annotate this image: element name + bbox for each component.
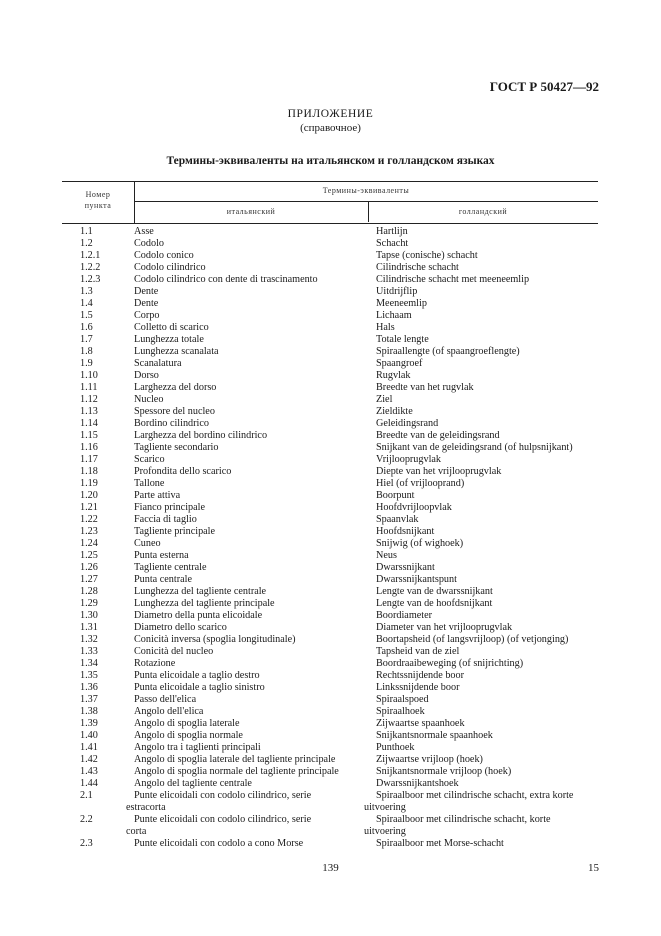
- table-row: [62, 358, 598, 370]
- dutch-term-continuation: uitvoering: [364, 826, 406, 837]
- italian-term: Lunghezza del tagliente centrale: [134, 586, 267, 597]
- table-row: [62, 730, 598, 742]
- table-row: [62, 790, 598, 814]
- table-row: [62, 526, 598, 538]
- italian-term: Angolo tra i taglienti principali: [134, 742, 261, 753]
- item-number: 1.38: [80, 706, 98, 717]
- dutch-term: Snijkant van de geleidingsrand (of hulpsnijkant): [376, 442, 573, 453]
- table-row: [62, 682, 598, 694]
- item-number: 1.14: [80, 418, 98, 429]
- table-row: [62, 322, 598, 334]
- item-number: 1.33: [80, 646, 98, 657]
- item-number: 1.9: [80, 358, 93, 369]
- italian-term: Scanalatura: [134, 358, 182, 369]
- italian-term: Parte attiva: [134, 490, 181, 501]
- dutch-term: Spiraalboor met cilindrische schacht, extra korte: [376, 790, 574, 801]
- item-number: 2.3: [80, 838, 93, 849]
- dutch-term: Breedte van het rugvlak: [376, 382, 474, 393]
- table-row: [62, 226, 598, 238]
- item-number: 1.21: [80, 502, 98, 513]
- item-number: 1.2.2: [80, 262, 101, 273]
- dutch-term: Boortapsheid (of langsvrijloop) (of vetjonging): [376, 634, 569, 645]
- table-row: [62, 274, 598, 286]
- italian-term: Punta esterna: [134, 550, 189, 561]
- table-row: [62, 550, 598, 562]
- italian-term: Diametro della punta elicoidale: [134, 610, 263, 621]
- table-row: [62, 514, 598, 526]
- dutch-term: Hals: [376, 322, 395, 333]
- table-row: [62, 418, 598, 430]
- italian-term: Dorso: [134, 370, 159, 381]
- item-number: 1.17: [80, 454, 98, 465]
- italian-term: Cuneo: [134, 538, 161, 549]
- italian-term: Nucleo: [134, 394, 164, 405]
- terms-table: [62, 226, 598, 850]
- italian-term: Punte elicoidali con codolo cilindrico, serie: [134, 814, 312, 825]
- italian-term: Asse: [134, 226, 154, 237]
- item-number: 1.1: [80, 226, 93, 237]
- dutch-term: Cilindrische schacht met meeneemlip: [376, 274, 530, 285]
- annex-title: ПРИЛОЖЕНИЕ: [287, 108, 374, 120]
- dutch-term: Meeneemlip: [376, 298, 427, 309]
- table-row: [62, 538, 598, 550]
- table-row: [62, 766, 598, 778]
- italian-term: Lunghezza scanalata: [134, 346, 219, 357]
- dutch-term: Spiraalspoed: [376, 694, 429, 705]
- item-number: 1.5: [80, 310, 93, 321]
- italian-term: Fianco principale: [134, 502, 206, 513]
- dutch-term: Lengte van de dwarssnijkant: [376, 586, 493, 597]
- table-row: [62, 778, 598, 790]
- item-number: 1.30: [80, 610, 98, 621]
- italian-term: Codolo cilindrico con dente di trascinamento: [134, 274, 318, 285]
- table-row: [62, 454, 598, 466]
- dutch-term: Spiraalhoek: [376, 706, 425, 717]
- item-number: 1.18: [80, 466, 98, 477]
- table-row: [62, 718, 598, 730]
- item-number: 1.32: [80, 634, 98, 645]
- italian-term: Punta elicoidale a taglio sinistro: [134, 682, 265, 693]
- italian-term: Tagliente centrale: [134, 562, 207, 573]
- italian-term: Tagliente principale: [134, 526, 216, 537]
- italian-term: Punte elicoidali con codolo a cono Morse: [134, 838, 304, 849]
- dutch-term: Hiel (of vrijlooprand): [376, 478, 465, 489]
- table-row: [62, 694, 598, 706]
- sheet-number: 15: [588, 862, 599, 874]
- italian-term: Dente: [134, 286, 159, 297]
- item-number: 1.4: [80, 298, 93, 309]
- italian-term: Lunghezza del tagliente principale: [134, 598, 275, 609]
- table-row: [62, 466, 598, 478]
- dutch-term-continuation: uitvoering: [364, 802, 406, 813]
- table-row: [62, 646, 598, 658]
- dutch-term: Tapse (conische) schacht: [376, 250, 478, 261]
- table-row: [62, 814, 598, 838]
- table-row: [62, 286, 598, 298]
- table-row: [62, 562, 598, 574]
- italian-term: Angolo di spoglia laterale: [134, 718, 240, 729]
- dutch-term: Hartlijn: [376, 226, 408, 237]
- table-row: [62, 394, 598, 406]
- item-number: 1.36: [80, 682, 98, 693]
- dutch-term: Cilindrische schacht: [376, 262, 459, 273]
- header-terms-col: Термины-эквиваленты: [322, 186, 410, 195]
- italian-term: Passo dell'elica: [134, 694, 197, 705]
- dutch-term: Hoofdsnijkant: [376, 526, 435, 537]
- italian-term: Punte elicoidali con codolo cilindrico, serie: [134, 790, 312, 801]
- dutch-term: Neus: [376, 550, 397, 561]
- table-row: [62, 598, 598, 610]
- dutch-term: Dwarssnijkantspunt: [376, 574, 457, 585]
- table-row: [62, 670, 598, 682]
- table-row: [62, 310, 598, 322]
- dutch-term: Spiraalboor met cilindrische schacht, korte: [376, 814, 551, 825]
- item-number: 1.13: [80, 406, 98, 417]
- dutch-term: Linkssnijdende boor: [376, 682, 460, 693]
- dutch-term: Boordiameter: [376, 610, 433, 621]
- table-row: [62, 442, 598, 454]
- header-divider: [134, 201, 598, 202]
- italian-term: Punta elicoidale a taglio destro: [134, 670, 260, 681]
- dutch-term: Rechtssnijdende boor: [376, 670, 464, 681]
- item-number: 1.19: [80, 478, 98, 489]
- item-number: 1.24: [80, 538, 98, 549]
- italian-term: Colletto di scarico: [134, 322, 209, 333]
- dutch-term: Dwarssnijkant: [376, 562, 435, 573]
- dutch-term: Zieldikte: [376, 406, 413, 417]
- item-number: 1.43: [80, 766, 98, 777]
- table-row: [62, 838, 598, 850]
- document-code: ГОСТ Р 50427—92: [489, 79, 599, 94]
- item-number: 1.29: [80, 598, 98, 609]
- table-row: [62, 622, 598, 634]
- item-number: 1.8: [80, 346, 93, 357]
- italian-term: Angolo dell'elica: [134, 706, 204, 717]
- table-row: [62, 298, 598, 310]
- italian-term: Corpo: [134, 310, 160, 321]
- italian-term: Conicità del nucleo: [134, 646, 214, 657]
- dutch-term: Totale lengte: [376, 334, 429, 345]
- dutch-term: Schacht: [376, 238, 409, 249]
- table-row: [62, 346, 598, 358]
- table-row: [62, 382, 598, 394]
- item-number: 1.44: [80, 778, 98, 789]
- italian-term: Angolo del tagliente centrale: [134, 778, 252, 789]
- italian-term: Scarico: [134, 454, 165, 465]
- item-number: 1.3: [80, 286, 93, 297]
- table-row: [62, 742, 598, 754]
- table-row: [62, 610, 598, 622]
- table-row: [62, 478, 598, 490]
- italian-term: Profondita dello scarico: [134, 466, 232, 477]
- dutch-term: Rugvlak: [376, 370, 411, 381]
- italian-term: Angolo di spoglia normale: [134, 730, 243, 741]
- table-title: Термины-эквиваленты на итальянском и голландском языках: [166, 155, 495, 167]
- item-number: 1.16: [80, 442, 98, 453]
- italian-term: Angolo di spoglia normale del tagliente principale: [134, 766, 339, 777]
- item-number: 1.7: [80, 334, 93, 345]
- dutch-term: Dwarssnijkantshoek: [376, 778, 459, 789]
- italian-term: Codolo conico: [134, 250, 194, 261]
- dutch-term: Punthoek: [376, 742, 415, 753]
- dutch-term: Vrijlooprugvlak: [376, 454, 442, 465]
- table-row: [62, 238, 598, 250]
- item-number: 1.31: [80, 622, 98, 633]
- item-number: 1.35: [80, 670, 98, 681]
- dutch-term: Geleidingsrand: [376, 418, 439, 429]
- item-number: 1.34: [80, 658, 98, 669]
- italian-term: Dente: [134, 298, 159, 309]
- item-number: 1.42: [80, 754, 98, 765]
- item-number: 1.2.1: [80, 250, 101, 261]
- italian-term: Bordino cilindrico: [134, 418, 209, 429]
- table-row: [62, 634, 598, 646]
- item-number: 1.27: [80, 574, 98, 585]
- dutch-term: Hoofdvrijloopvlak: [376, 502, 452, 513]
- dutch-term: Spiraallengte (of spaangroeflengte): [376, 346, 520, 357]
- item-number: 1.15: [80, 430, 98, 441]
- table-row: [62, 430, 598, 442]
- italian-term-continuation: corta: [126, 826, 147, 837]
- dutch-term: Lengte van de hoofdsnijkant: [376, 598, 493, 609]
- dutch-term: Snijwig (of wighoek): [376, 538, 464, 549]
- header-number-col: Номер пункта: [84, 190, 112, 210]
- dutch-term: Snijkantsnormale spaanhoek: [376, 730, 493, 741]
- item-number: 1.2.3: [80, 274, 101, 285]
- table-row: [62, 658, 598, 670]
- item-number: 1.23: [80, 526, 98, 537]
- item-number: 1.10: [80, 370, 98, 381]
- dutch-term: Spaanvlak: [376, 514, 419, 525]
- item-number: 1.20: [80, 490, 98, 501]
- dutch-term: Spiraalboor met Morse-schacht: [376, 838, 504, 849]
- italian-term: Codolo: [134, 238, 165, 249]
- dutch-term: Snijkantsnormale vrijloop (hoek): [376, 766, 512, 777]
- dutch-term: Breedte van de geleidingsrand: [376, 430, 500, 441]
- dutch-term: Boorpunt: [376, 490, 415, 501]
- header-italian-col: итальянский: [226, 207, 276, 216]
- item-number: 2.2: [80, 814, 93, 825]
- item-number: 1.22: [80, 514, 98, 525]
- page-number: 139: [322, 862, 339, 874]
- item-number: 1.11: [80, 382, 98, 393]
- item-number: 1.26: [80, 562, 98, 573]
- dutch-term: Zijwaartse vrijloop (hoek): [376, 754, 483, 765]
- header-dutch-col: голландский: [458, 207, 508, 216]
- item-number: 1.6: [80, 322, 93, 333]
- table-row: [62, 250, 598, 262]
- italian-term: Conicità inversa (spoglia longitudinale): [134, 634, 296, 645]
- item-number: 1.40: [80, 730, 98, 741]
- table-row: [62, 586, 598, 598]
- item-number: 1.25: [80, 550, 98, 561]
- italian-term: Lunghezza totale: [134, 334, 204, 345]
- italian-term: Larghezza del dorso: [134, 382, 217, 393]
- dutch-term: Zijwaartse spaanhoek: [376, 718, 465, 729]
- item-number: 1.37: [80, 694, 98, 705]
- italian-term: Rotazione: [134, 658, 176, 669]
- dutch-term: Diepte van het vrijlooprugvlak: [376, 466, 502, 477]
- dutch-term: Spaangroef: [376, 358, 423, 369]
- table-row: [62, 754, 598, 766]
- table-row: [62, 262, 598, 274]
- dutch-term: Tapsheid van de ziel: [376, 646, 460, 657]
- italian-term: Diametro dello scarico: [134, 622, 227, 633]
- table-row: [62, 406, 598, 418]
- item-number: 1.39: [80, 718, 98, 729]
- table-row: [62, 502, 598, 514]
- table-row: [62, 574, 598, 586]
- table-row: [62, 370, 598, 382]
- dutch-term: Diameter van het vrijlooprugvlak: [376, 622, 513, 633]
- italian-term: Angolo di spoglia laterale del tagliente principale: [134, 754, 336, 765]
- dutch-term: Lichaam: [376, 310, 412, 321]
- dutch-term: Uitdrijflip: [376, 286, 418, 297]
- dutch-term: Ziel: [376, 394, 393, 405]
- item-number: 1.41: [80, 742, 98, 753]
- italian-term: Tallone: [134, 478, 165, 489]
- item-number: 1.12: [80, 394, 98, 405]
- table-row: [62, 334, 598, 346]
- annex-subtitle: (справочное): [300, 122, 361, 134]
- item-number: 1.28: [80, 586, 98, 597]
- dutch-term: Boordraaibeweging (of snijrichting): [376, 658, 524, 669]
- italian-term: Punta centrale: [134, 574, 192, 585]
- italian-term: Faccia di taglio: [134, 514, 197, 525]
- italian-term: Spessore del nucleo: [134, 406, 215, 417]
- table-row: [62, 706, 598, 718]
- table-row: [62, 490, 598, 502]
- italian-term-continuation: estracorta: [126, 802, 166, 813]
- item-number: 2.1: [80, 790, 93, 801]
- italian-term: Tagliente secondario: [134, 442, 219, 453]
- item-number: 1.2: [80, 238, 93, 249]
- italian-term: Codolo cilindrico: [134, 262, 206, 273]
- italian-term: Larghezza del bordino cilindrico: [134, 430, 268, 441]
